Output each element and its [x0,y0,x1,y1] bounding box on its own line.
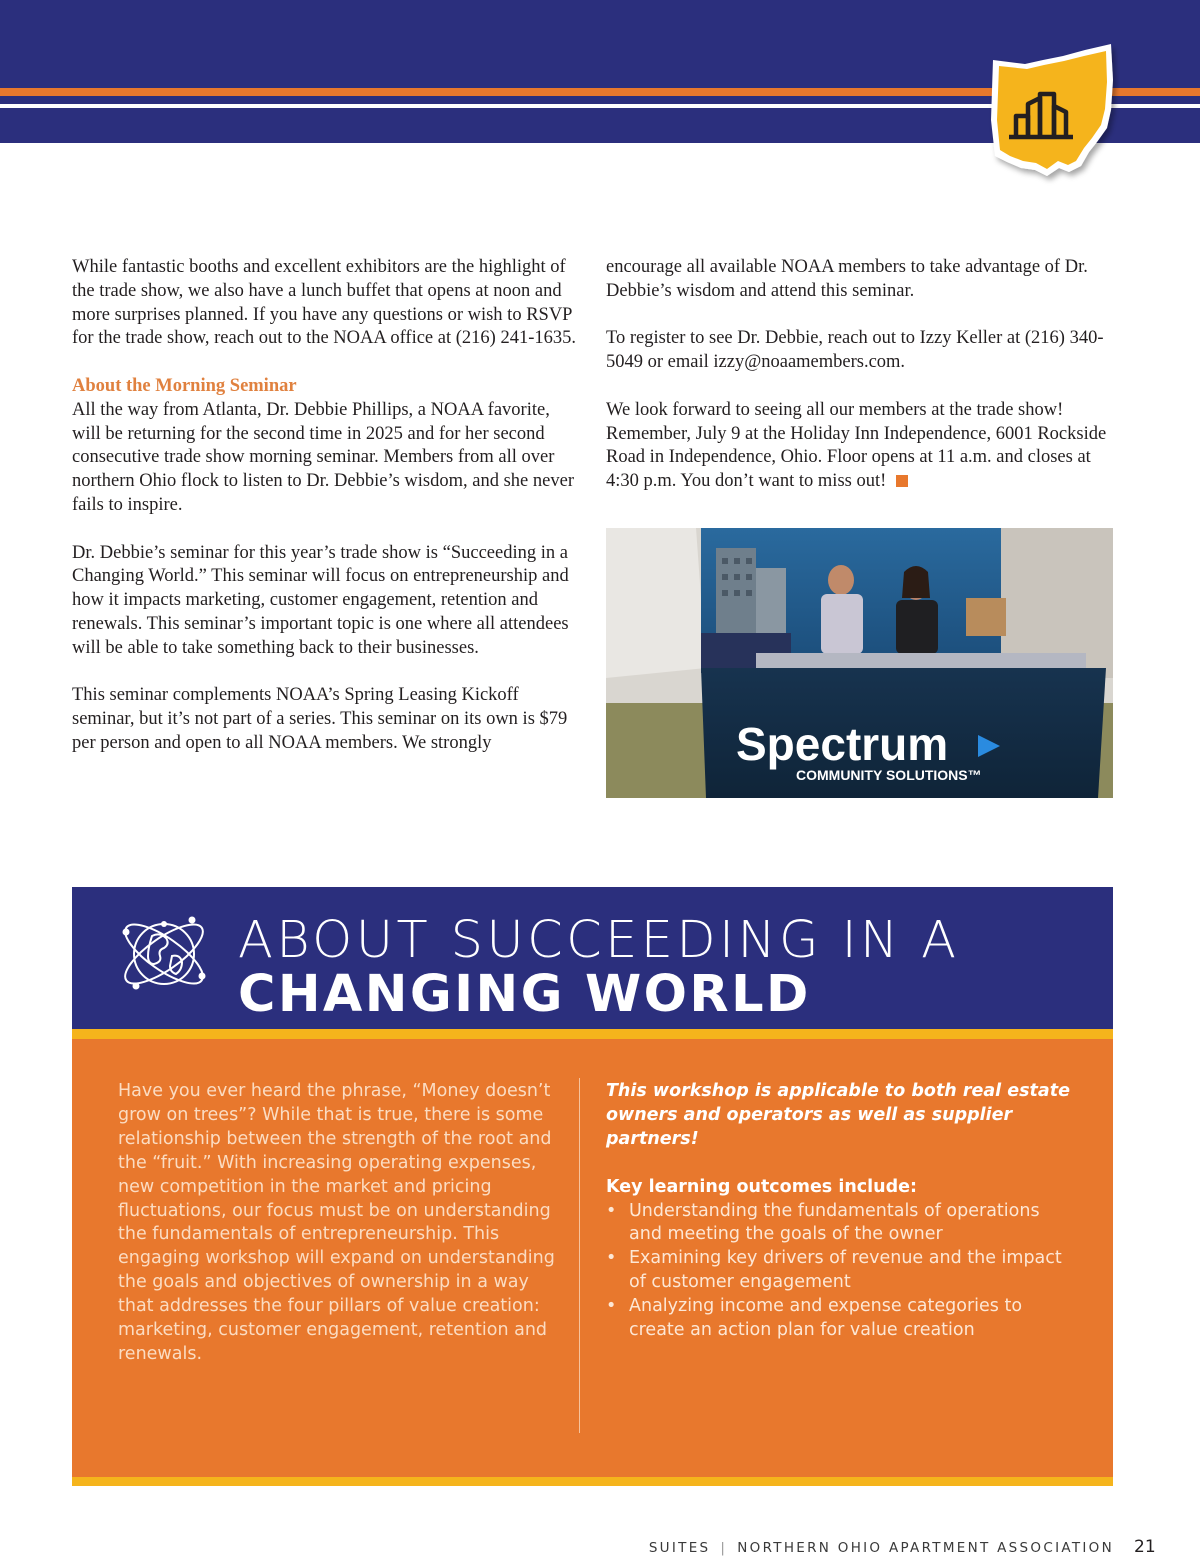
section-heading: About the Morning Seminar [72,375,297,396]
footer-publication: SUITES [648,1540,711,1556]
feature-lead: This workshop is applicable to both real estate owners and operators as well as supplier partners! [606,1081,1070,1149]
footer-separator: | [720,1540,728,1556]
feature-gold-rule-bottom [72,1477,1113,1486]
article-paragraph: encourage all available NOAA members to take advantage of Dr. Debbie’s wisdom and attend this seminar. [606,257,1088,301]
outcome-item: • Examining key drivers of revenue and the impact of customer engagement [606,1247,1076,1295]
outcomes-heading: Key learning outcomes include: [606,1176,918,1197]
outcome-item: • Analyzing income and expense categories to create an action plan for value creation [606,1295,1076,1343]
feature-column-divider [579,1078,580,1433]
article-right-column [606,256,1116,518]
feature-gold-rule [72,1029,1113,1039]
article-paragraph: All the way from Atlanta, Dr. Debbie Phillips, a NOAA favorite, will be returning for the second time in 2025 and for her second consecutive trade show morning seminar. Members from all over northern Ohio flock to listen to Dr. Debbie’s wisdom, and she never fails to inspire. [72,399,574,515]
end-mark-square-icon [896,475,908,487]
outcomes-list [606,1200,1076,1343]
article-paragraph: To register to see Dr. Debbie, reach out to Izzy Keller at (216) 340-5049 or email izzy@noaamembers.com. [606,328,1104,373]
globe-network-icon [116,906,212,1002]
page-number: 21 [1134,1537,1156,1557]
feature-left-text: Have you ever heard the phrase, “Money doesn’t grow on trees”? While that is true, there is some relationship between the strength of the root and the “fruit.” With increasing operating expenses, new competition in the market and pricing fluctuations, our focus must be on understanding the fundamentals of entrepreneurship. This engaging workshop will expand on understanding the goals and objectives of ownership in a way that addresses the four pillars of value creation: marketing, customer engagement, retention and renewals. [118,1081,555,1364]
footer-association: NORTHERN OHIO APARTMENT ASSOCIATION [737,1540,1114,1556]
trade-show-booth-photo [606,528,1113,798]
banner-brand-text: Spectrum [736,718,949,770]
feature-title-line2: CHANGING WORLD [238,965,811,1024]
closing-text: We look forward to seeing all our members at the trade show! Remember, July 9 at the Holiday Inn Independence, 6001 Rockside Road in Independence, Ohio. Floor opens at 11 a.m. and closes at 4:30 p.m. You don’t want to miss out! [606,399,1107,492]
feature-title [238,911,960,1024]
outcome-item: • Understanding the fundamentals of operations and meeting the goals of the owner [606,1200,1076,1248]
article-paragraph: While fantastic booths and excellent exhibitors are the highlight of the trade show, we also have a lunch buffet that opens at noon and more surprises planned. If you have any questions or wish to RSVP for the trade show, reach out to the NOAA office at (216) 241-1635. [72,257,576,349]
feature-right-column [606,1080,1076,1343]
article-left-column [72,256,577,780]
feature-title-line1: ABOUT SUCCEEDING IN A [238,911,960,970]
article-paragraph-closing [606,399,1116,494]
banner-sub-text: COMMUNITY SOLUTIONS™ [796,767,982,783]
article-paragraph: This seminar complements NOAA’s Spring Leasing Kickoff seminar, but it’s not part of a series. This seminar on its own is $79 per person and open to all NOAA members. We strongly [72,685,568,753]
page-footer [649,1540,1114,1556]
ohio-state-buildings-icon [985,40,1120,190]
article-paragraph: Dr. Debbie’s seminar for this year’s trade show is “Succeeding in a Changing World.” This seminar will focus on entrepreneurship and how it impacts marketing, customer engagement, retention and renewals. This seminar’s important topic is one where all attendees will be able to take something back to their businesses. [72,542,569,658]
